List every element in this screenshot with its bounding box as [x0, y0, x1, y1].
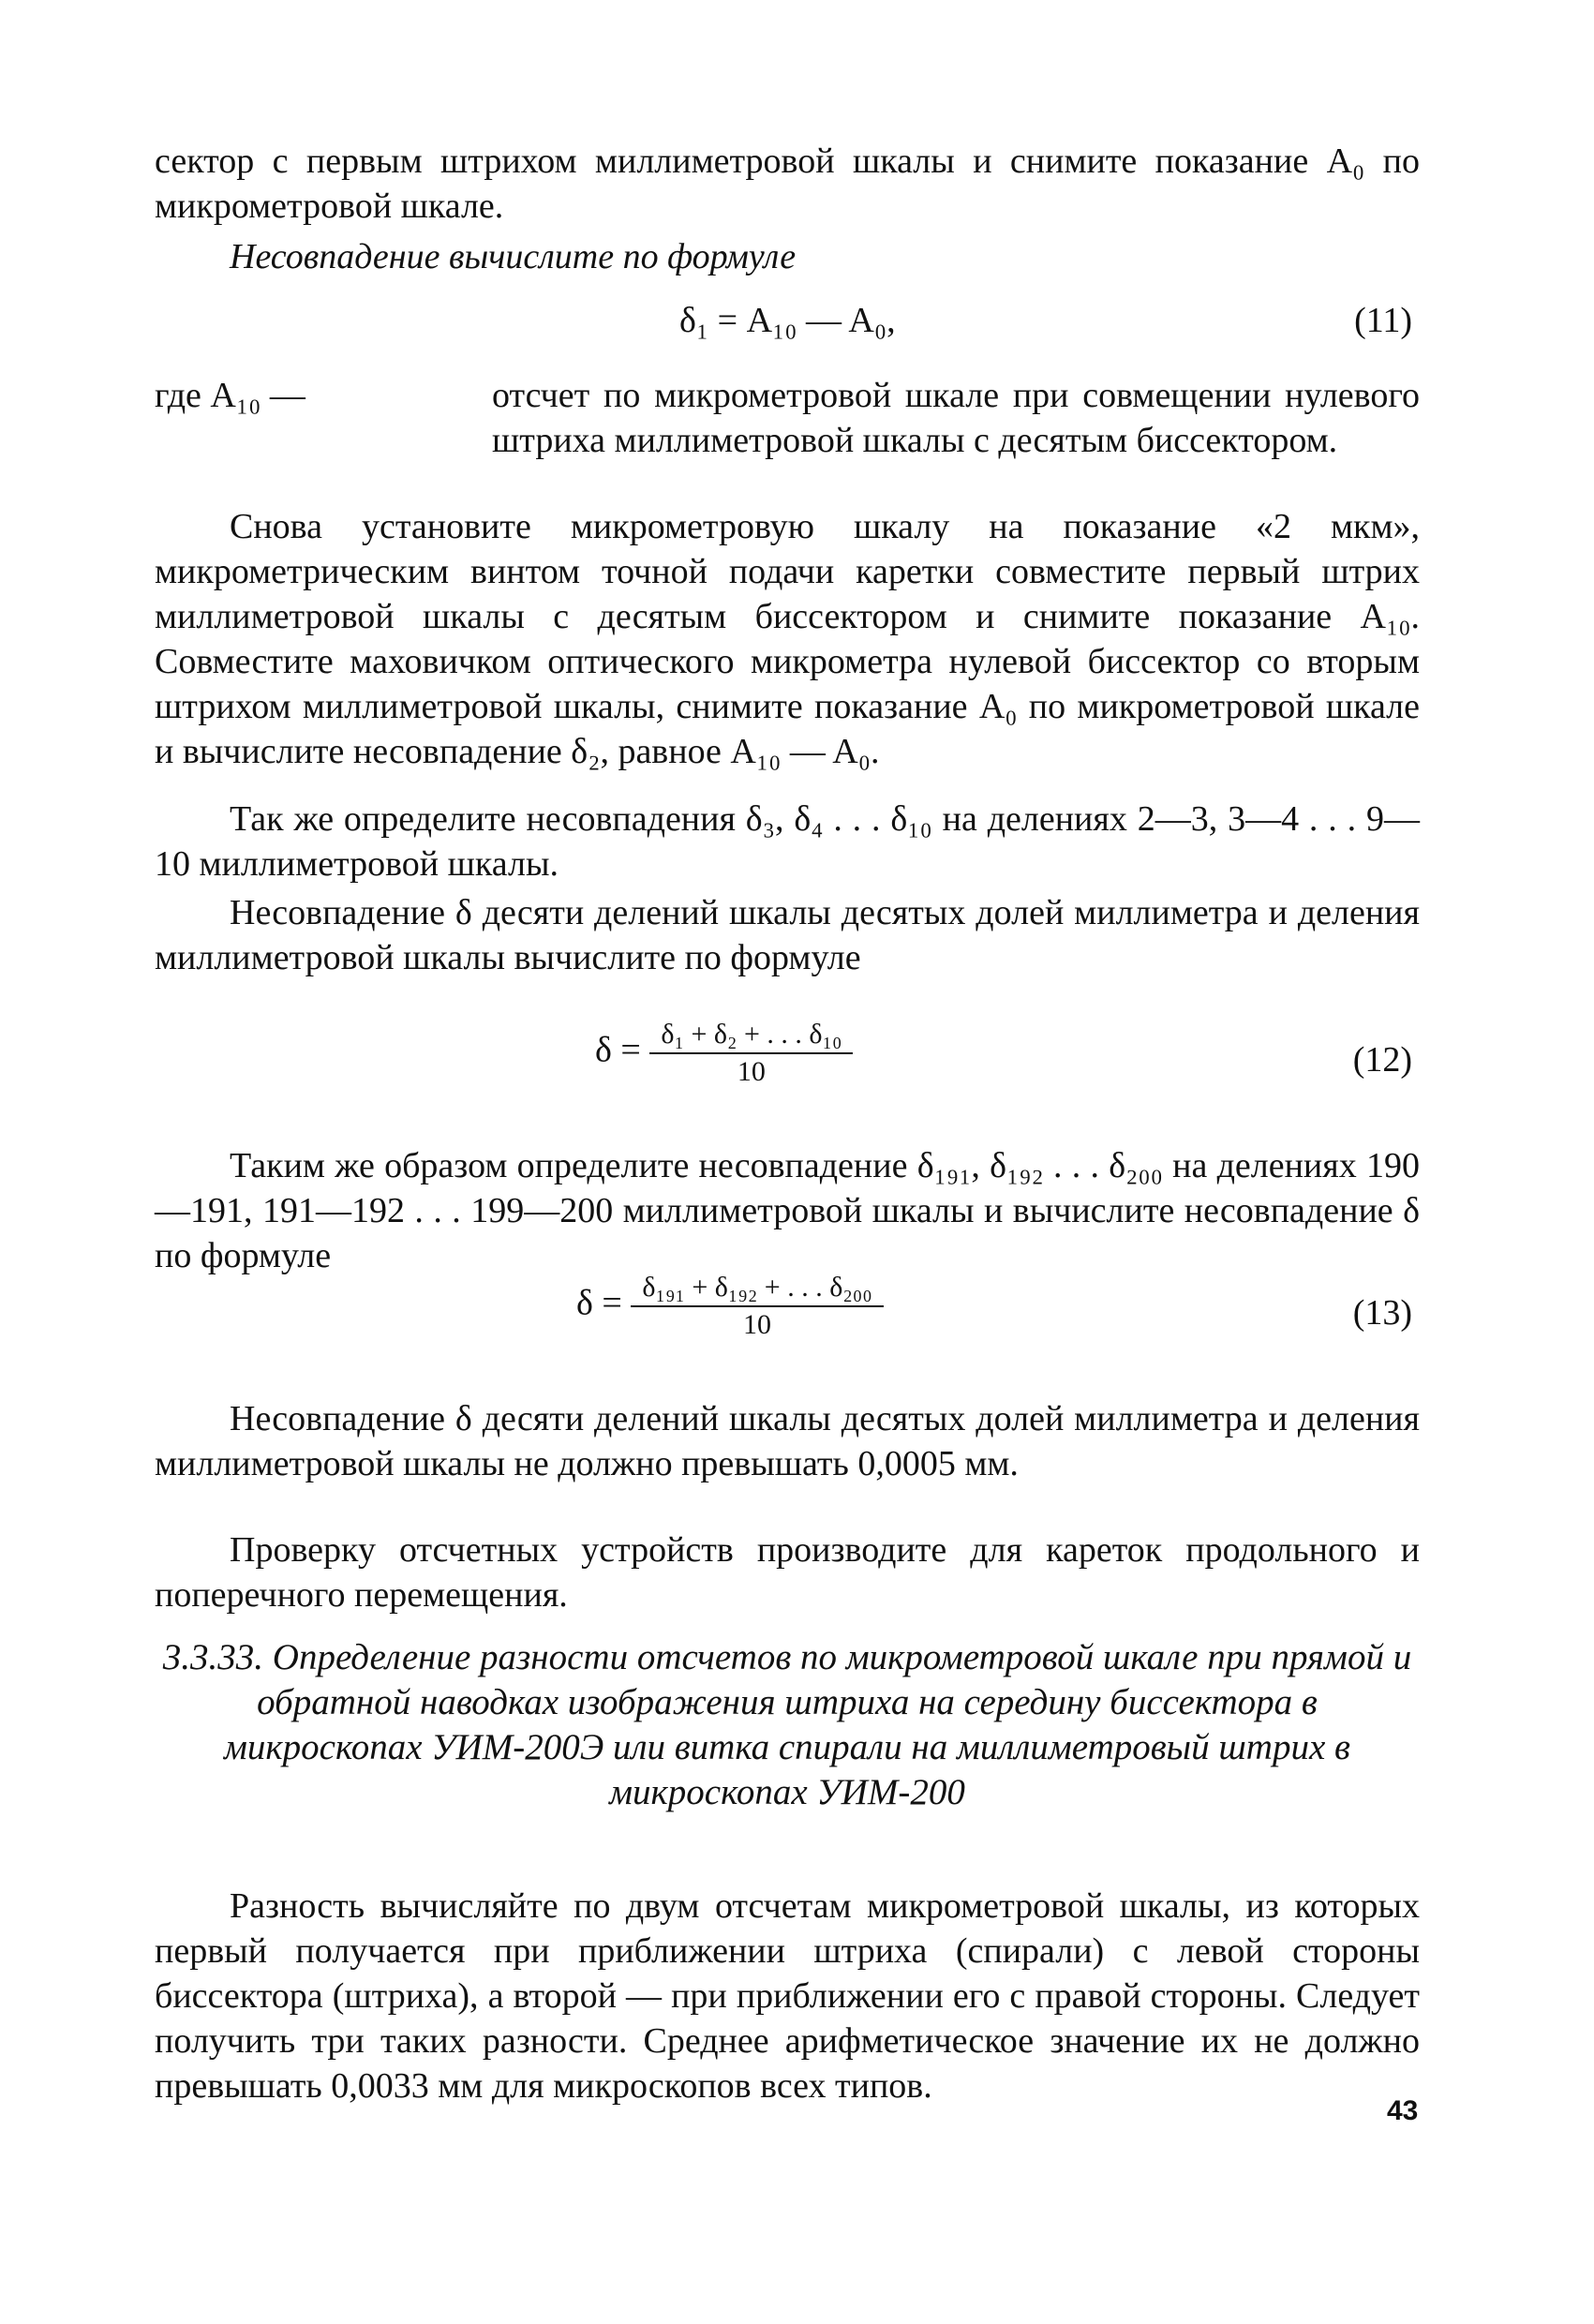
- where-lead: где A₁₀ —: [155, 376, 305, 415]
- where-body: отсчет по микрометровой шкале при совмещении нулевого штриха миллиметровой шкалы с десятым биссектором.: [492, 376, 1420, 460]
- formula-12-denominator: 10: [737, 1056, 766, 1087]
- paragraph-limit: [155, 1396, 1420, 1486]
- formula-13-numerator: δ₁₉₁ + δ₁₉₂ + . . . δ₂₀₀: [631, 1270, 883, 1307]
- page-number: 43: [1387, 2095, 1419, 2126]
- paragraph-check-text: Проверку отсчетных устройств производите для кареток продольного и поперечного перемещения.: [155, 1530, 1420, 1615]
- formula-11-number: (11): [1354, 301, 1412, 340]
- paragraph-intro: [155, 139, 1420, 229]
- paragraph-diff: [155, 1884, 1420, 2108]
- formula-12-number: (12): [1352, 1040, 1412, 1080]
- paragraph-thus: [155, 1143, 1420, 1278]
- formula-13-expression: [576, 1270, 884, 1343]
- formula-11-expression: δ₁ = A₁₀ — A₀,: [679, 301, 896, 340]
- formula-12-numerator: δ₁ + δ₂ + . . . δ₁₀: [649, 1017, 853, 1054]
- where-clause: [155, 373, 1420, 514]
- formula-11: [155, 274, 1420, 364]
- paragraph-mismatch-text: Несовпадение δ десяти делений шкалы десятых долей миллиметра и деления миллиметровой шкалы вычислите по формуле: [155, 893, 1420, 977]
- paragraph-diff-text: Разность вычисляйте по двум отсчетам микрометровой шкалы, из которых первый получается при приближении штриха (спирали) с левой стороны биссектора (штриха), а второй — при приближении его с правой стороны. Следует получить три таких разности. Среднее арифметическое значение их не должно превышать 0,0033 мм для микроскопов всех типов.: [155, 1886, 1420, 2106]
- formula-12-lhs: δ =: [595, 1030, 641, 1070]
- formula-13: [155, 1270, 1420, 1360]
- formula-12-fraction: [649, 1017, 853, 1090]
- formula-intro-text: Несовпадение вычислите по формуле: [230, 237, 797, 276]
- formula-13-lhs: δ =: [576, 1283, 622, 1323]
- paragraph-likewise-text: Так же определите несовпадения δ₃, δ₄ . . . δ₁₀ на делениях 2—3, 3—4 . . . 9—10 миллиметровой шкалы.: [155, 799, 1420, 884]
- paragraph-again: [155, 504, 1420, 774]
- formula-12: [155, 1017, 1420, 1107]
- paragraph-likewise: [155, 797, 1420, 886]
- paragraph-limit-text: Несовпадение δ десяти делений шкалы десятых долей миллиметра и деления миллиметровой шкалы не должно превышать 0,0005 мм.: [155, 1399, 1420, 1483]
- paragraph-check: [155, 1527, 1420, 1617]
- formula-12-expression: [595, 1017, 853, 1090]
- paragraph-formula-intro: [155, 234, 1420, 279]
- section-heading: 3.3.33. Определение разности отсчетов по микрометровой шкале при прямой и обратной наводках изображения штриха на середину биссектора в микроскопах УИМ-200Э или витка спирали на миллиметровый штрих в микроскопах УИМ-200: [162, 1637, 1412, 1812]
- formula-13-denominator: 10: [743, 1309, 772, 1340]
- paragraph-thus-text: Таким же образом определите несовпадение δ₁₉₁, δ₁₉₂ . . . δ₂₀₀ на делениях 190—191, 191—192 . . . 199—200 миллиметровой шкалы и вычислите несовпадение δ по формуле: [155, 1146, 1420, 1275]
- formula-13-number: (13): [1352, 1293, 1412, 1333]
- paragraph-intro-text: сектор с первым штрихом миллиметровой шкалы и снимите показание A₀ по микрометровой шкале.: [155, 142, 1420, 226]
- paragraph-again-text: Снова установите микрометровую шкалу на показание «2 мкм», микрометрическим винтом точной подачи каретки совместите первый штрих миллиметровой шкалы с десятым биссектором и снимите показание A₁₀. Совместите маховичком оптического микрометра нулевой биссектор со вторым штрихом миллиметровой шкалы, снимите показание A₀ по микрометровой шкале и вычислите несовпадение δ₂, равное A₁₀ — A₀.: [155, 507, 1420, 771]
- formula-13-fraction: [631, 1270, 883, 1343]
- paragraph-mismatch: [155, 890, 1420, 980]
